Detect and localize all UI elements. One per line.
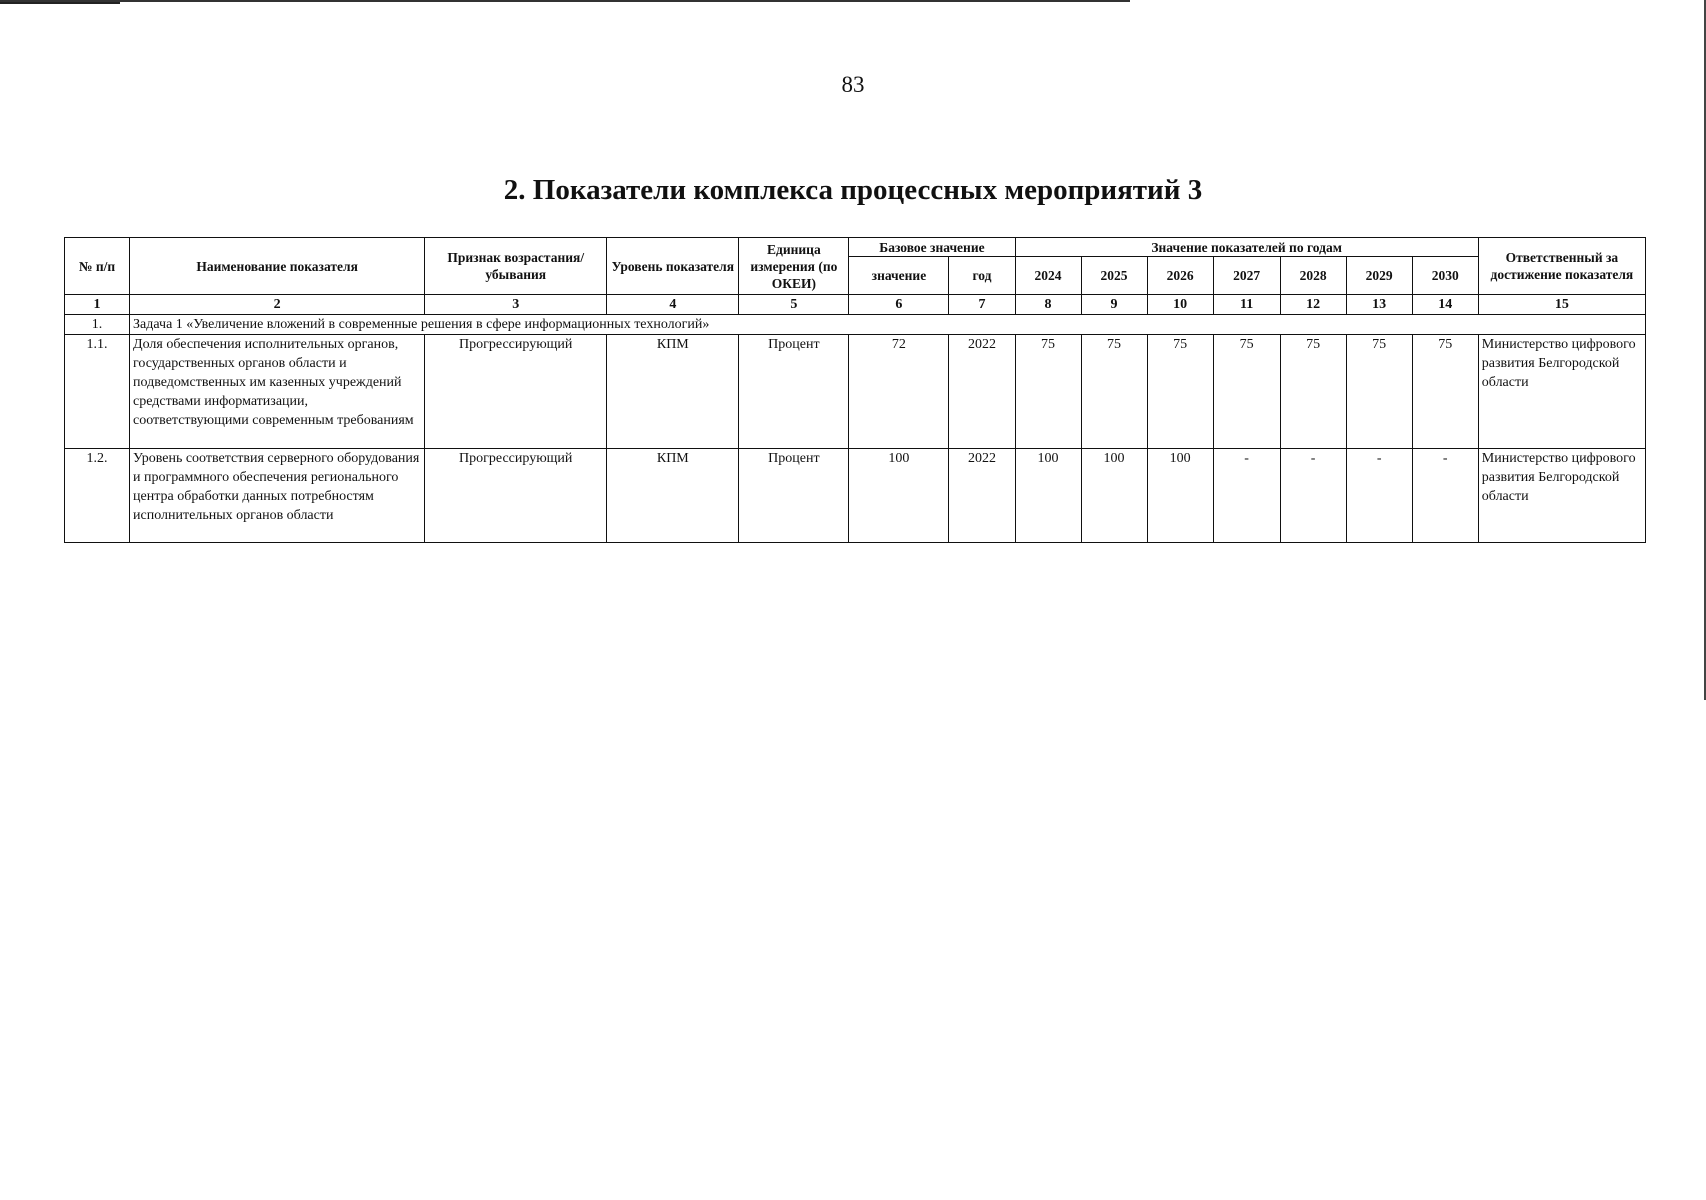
column-number: 14 [1412, 295, 1478, 315]
task-num: 1. [65, 315, 130, 335]
header-responsible: Ответственный за достижение показателя [1478, 238, 1645, 295]
year-value: 75 [1280, 335, 1346, 449]
year-value: 100 [1015, 449, 1081, 543]
section-title: 2. Показатели комплекса процессных мероприятий 3 [503, 174, 1203, 206]
indicator-unit: Процент [739, 335, 849, 449]
indicator-sign: Прогрессирующий [425, 335, 607, 449]
header-base: Базовое значение [849, 238, 1015, 257]
responsible: Министерство цифрового развития Белгородской области [1478, 449, 1645, 543]
header-year: 2025 [1081, 257, 1147, 295]
column-number: 8 [1015, 295, 1081, 315]
year-value: - [1412, 449, 1478, 543]
header-year: 2027 [1213, 257, 1280, 295]
indicator-sign: Прогрессирующий [425, 449, 607, 543]
table-row [65, 335, 1646, 449]
year-value: 75 [1147, 335, 1213, 449]
header-year: 2024 [1015, 257, 1081, 295]
column-number: 6 [849, 295, 949, 315]
header-unit: Единица измерения (по ОКЕИ) [739, 238, 849, 295]
column-number: 9 [1081, 295, 1147, 315]
year-value: 75 [1213, 335, 1280, 449]
header-year: 2030 [1412, 257, 1478, 295]
column-number: 10 [1147, 295, 1213, 315]
column-number: 1 [65, 295, 130, 315]
row-num: 1.2. [65, 449, 130, 543]
base-value: 72 [849, 335, 949, 449]
year-value: 75 [1015, 335, 1081, 449]
column-number: 15 [1478, 295, 1645, 315]
task-row [65, 315, 1646, 335]
indicator-name: Уровень соответствия серверного оборудования и программного обеспечения регионального центра обработки данных потребностям исполнительных органов области [130, 449, 425, 543]
header-level: Уровень показателя [607, 238, 739, 295]
column-number: 4 [607, 295, 739, 315]
page-number: 83 [841, 72, 865, 97]
indicator-name: Доля обеспечения исполнительных органов, государственных органов области и подведомственных им казенных учреждений средствами информатизации, соответствующими современным требованиям [130, 335, 425, 449]
header-base-year: год [949, 257, 1015, 295]
header-base-value: значение [849, 257, 949, 295]
scan-edge-top-mark [0, 2, 120, 4]
indicator-unit: Процент [739, 449, 849, 543]
column-number: 5 [739, 295, 849, 315]
base-year: 2022 [949, 449, 1015, 543]
column-number: 7 [949, 295, 1015, 315]
column-numbers-row [65, 295, 1646, 315]
header-year: 2028 [1280, 257, 1346, 295]
base-year: 2022 [949, 335, 1015, 449]
year-value: 100 [1147, 449, 1213, 543]
row-num: 1.1. [65, 335, 130, 449]
base-value: 100 [849, 449, 949, 543]
year-value: - [1280, 449, 1346, 543]
year-value: - [1213, 449, 1280, 543]
year-value: 100 [1081, 449, 1147, 543]
header-sign: Признак возрастания/ убывания [425, 238, 607, 295]
indicators-table [64, 237, 1646, 543]
year-value: 75 [1346, 335, 1412, 449]
task-text: Задача 1 «Увеличение вложений в современные решения в сфере информационных технологий» [130, 315, 1646, 335]
scan-edge-top [0, 0, 1130, 2]
header-name: Наименование показателя [130, 238, 425, 295]
column-number: 12 [1280, 295, 1346, 315]
table-row [65, 449, 1646, 543]
column-number: 13 [1346, 295, 1412, 315]
column-number: 11 [1213, 295, 1280, 315]
column-number: 2 [130, 295, 425, 315]
indicator-level: КПМ [607, 335, 739, 449]
year-value: 75 [1081, 335, 1147, 449]
responsible: Министерство цифрового развития Белгородской области [1478, 335, 1645, 449]
header-num: № п/п [65, 238, 130, 295]
year-value: - [1346, 449, 1412, 543]
header-year: 2026 [1147, 257, 1213, 295]
column-number: 3 [425, 295, 607, 315]
header-by-years: Значение показателей по годам [1015, 238, 1478, 257]
year-value: 75 [1412, 335, 1478, 449]
header-year: 2029 [1346, 257, 1412, 295]
indicator-level: КПМ [607, 449, 739, 543]
